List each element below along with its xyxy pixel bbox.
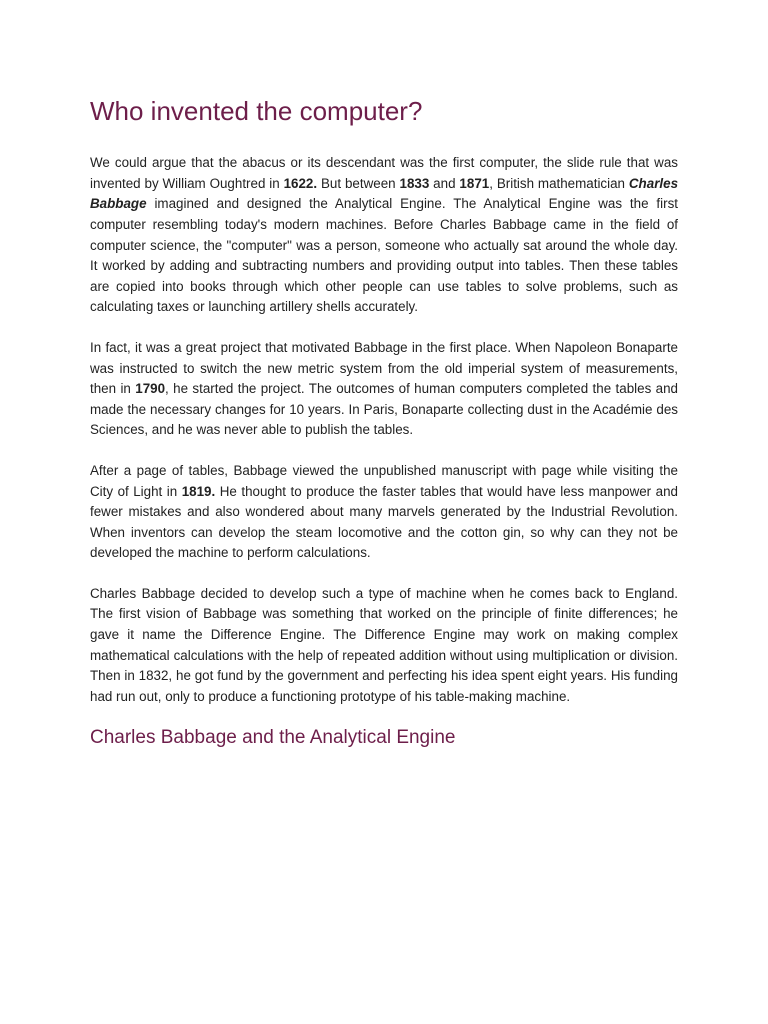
paragraph-text: , British mathematician: [489, 175, 629, 191]
paragraph-text: and: [429, 175, 460, 191]
document-page: [90, 96, 678, 750]
paragraph-1: [90, 153, 678, 318]
section-heading: Charles Babbage and the Analytical Engine: [90, 727, 456, 749]
bold-year: 1833: [399, 175, 430, 191]
paragraph-text: We could argue that the abacus or its descendant was the first computer, the slide rule that was invented by William Oughtred in: [90, 155, 678, 191]
page-title: Who invented the computer?: [90, 96, 423, 126]
paragraph-4: [90, 584, 678, 708]
paragraph-text: He thought to produce the faster tables that would have less manpower and fewer mistakes and also wondered about many marvels generated by the Industrial Revolution. When inventors can develop the steam locomotive and the cotton gin, so why can they not be developed the machine to perform calculations.: [90, 483, 678, 561]
paragraph-text: After a page of tables, Babbage viewed the unpublished manuscript with page while visiting the City of Light in: [90, 462, 678, 499]
paragraph-text: imagined and designed the Analytical Engine. The Analytical Engine was the first computer resembling today's modern machines. Before Charles Babbage came in the field of computer science, the "computer" was a person, someone who actually sat around the whole day. It worked by adding and subtracting numbers and providing output into tables. Then these tables are copied into books through which other people can use tables to solve problems, such as calculating taxes or launching artillery shells accurately.: [90, 196, 678, 315]
paragraph-text: , he started the project. The outcomes of human computers completed the tables and made the necessary changes for 10 years. In Paris, Bonaparte collecting dust in the Académie des Sciences, and he was never able to publish the tables.: [90, 381, 678, 438]
bold-year: 1871: [459, 175, 490, 191]
paragraph-2: [90, 338, 678, 441]
bold-year: 1790: [135, 381, 166, 397]
paragraph-text: Charles Babbage decided to develop such a type of machine when he comes back to England. The first vision of Babbage was something that worked on the principle of finite differences; he gave it name the Difference Engine. The Difference Engine may work on making complex mathematical calculations with the help of repeated addition without using multiplication or division. Then in 1832, he got fund by the government and perfecting his idea spent eight years. His funding had run out, only to produce a functioning prototype of his table-making machine.: [90, 585, 678, 704]
paragraph-text: But between: [317, 175, 400, 191]
paragraph-3: [90, 461, 678, 564]
bold-year: 1622.: [283, 175, 318, 191]
bold-italic-name: Charles Babbage: [90, 175, 679, 212]
bold-year: 1819.: [181, 483, 216, 499]
paragraph-text: In fact, it was a great project that motivated Babbage in the first place. When Napoleon Bonaparte was instructed to switch the new metric system from the old imperial system of measurements, then in: [90, 339, 678, 397]
